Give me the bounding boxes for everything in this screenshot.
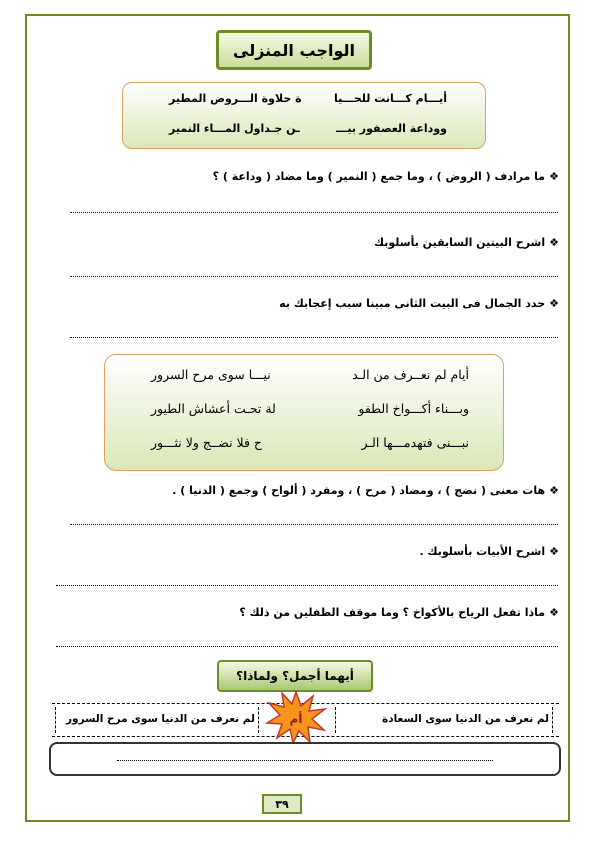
answer-line-3[interactable] xyxy=(70,337,558,338)
poem-box-1 xyxy=(122,82,486,149)
question-4-text: هات معنى ( نضج ) ، ومضاد ( مرح ) ، ومفرد ( ألواح ) وجمع ( الدنيا ) . xyxy=(172,484,546,497)
bracket-left-outer xyxy=(55,707,58,733)
bullet-icon: ❖ xyxy=(549,606,559,619)
burst-star-icon xyxy=(265,690,327,744)
question-6 xyxy=(239,606,559,619)
answer-line-6[interactable] xyxy=(56,646,558,647)
poem-box-2 xyxy=(104,354,504,471)
poem2-line2-left: لة تحـت أعشاش الطيور xyxy=(151,401,276,416)
question-5-text: اشرح الأبيات بأسلوبك . xyxy=(419,545,546,558)
answer-line-4[interactable] xyxy=(70,524,558,525)
question-2-text: اشرح البيتين السابقين بأسلوبك xyxy=(374,236,546,249)
poem1-line2-right: ووداعة العصفور بيـــ xyxy=(336,122,447,135)
or-label: أم xyxy=(289,712,303,726)
bullet-icon: ❖ xyxy=(549,297,559,310)
poem2-line3-left: ح فلا نضــج ولا نثـــور xyxy=(151,435,263,450)
answer-line-1[interactable] xyxy=(70,212,558,213)
bracket-left-inner xyxy=(258,707,261,733)
bracket-right-inner xyxy=(335,707,338,733)
poem2-line1-left: نيـــا سوى مرح السرور xyxy=(151,367,271,382)
answer-line-5[interactable] xyxy=(56,585,558,586)
question-3 xyxy=(279,297,559,310)
poem2-line3-right: نبـــنى فتهدمـــها الـر xyxy=(361,435,469,450)
bracket-right-outer xyxy=(552,707,555,733)
question-5 xyxy=(419,545,559,558)
choice-left: لم نعرف من الدنيا سوى مرح السرور xyxy=(66,713,255,725)
poem1-line1-left: ة حلاوة الـــروض المطير xyxy=(169,92,302,105)
question-1 xyxy=(213,170,559,183)
page-number: ٣٩ xyxy=(262,794,302,814)
bullet-icon: ❖ xyxy=(549,170,559,183)
comparison-heading: أيهما أجمل؟ ولماذا؟ xyxy=(217,660,373,692)
poem1-line1-right: أيـــام كـــانت للحـــيا xyxy=(333,92,447,105)
poem2-line1-right: أيام لم نعــرف من الـد xyxy=(352,367,469,382)
comparison-answer-line xyxy=(117,760,493,761)
question-6-text: ماذا تفعل الرياح بالأكواخ ؟ وما موقف الطفلين من ذلك ؟ xyxy=(239,606,546,619)
question-3-text: حدد الجمال فى البيت الثانى مبينا سبب إعجابك به xyxy=(279,297,546,310)
poem2-line2-right: وبـــناء أكـــواخ الطفو xyxy=(358,401,469,416)
bullet-icon: ❖ xyxy=(549,545,559,558)
comparison-answer-box[interactable] xyxy=(49,742,561,776)
question-2 xyxy=(374,236,559,249)
poem1-line2-left: ـن جـداول المـــاء النمير xyxy=(169,122,300,135)
answer-line-2[interactable] xyxy=(70,276,558,277)
bullet-icon: ❖ xyxy=(549,484,559,497)
choice-right: لم نعرف من الدنيا سوى السعادة xyxy=(382,713,549,725)
page-title: الواجب المنزلى xyxy=(216,30,372,70)
bullet-icon: ❖ xyxy=(549,236,559,249)
question-4 xyxy=(172,484,559,497)
question-1-text: ما مرادف ( الروض ) ، وما جمع ( النمير ) وما مضاد ( وداعة ) ؟ xyxy=(212,170,546,183)
